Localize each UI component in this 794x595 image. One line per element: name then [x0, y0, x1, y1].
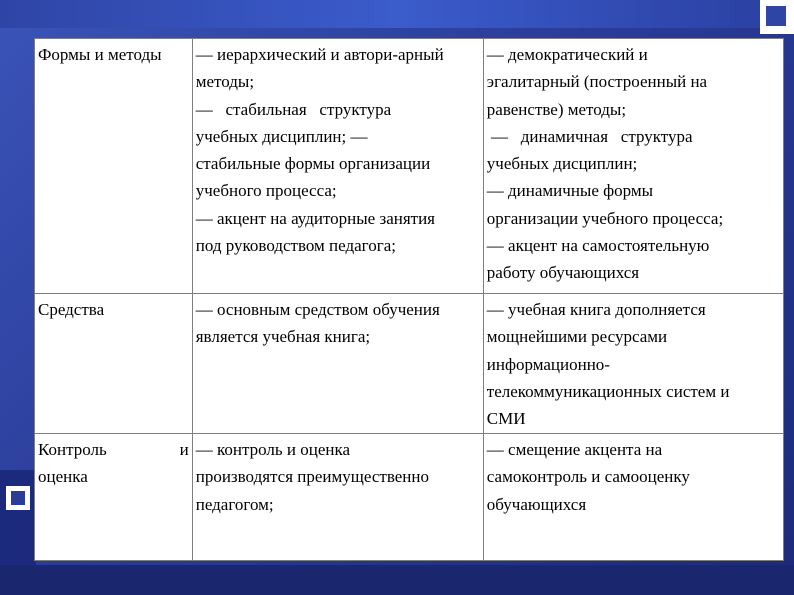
cell-line: педагогом; [195, 494, 274, 514]
cell-line: обучающихся [486, 494, 587, 514]
cell-line: является учебная книга; [195, 327, 371, 347]
innovative-cell [483, 39, 783, 294]
cell-line: организации учебного процесса; [486, 208, 724, 228]
innovative-cell [483, 294, 783, 434]
traditional-cell [192, 39, 483, 294]
row-label-cell [35, 39, 193, 294]
cell-line: телекоммуникационных систем и [486, 381, 730, 401]
cell-line: эгалитарный (построенный на [486, 72, 708, 92]
row-label-word: Контроль [38, 440, 107, 459]
comparison-table [34, 38, 784, 561]
bottom-decor-band [0, 565, 794, 595]
cell-line: — акцент на самостоятельную [486, 236, 710, 256]
cell-line: — демократический и [486, 45, 648, 64]
cell-line: мощнейшими ресурсами [486, 327, 668, 347]
row-label: оценка [38, 467, 88, 487]
cell-line: — учебная книга дополняется [486, 300, 706, 319]
cell-line: — стабильная структура [195, 99, 392, 119]
traditional-cell [192, 434, 483, 561]
table-row-control [35, 434, 784, 561]
table-row-means [35, 294, 784, 434]
cell-line: — иерархический и автори-арный [195, 45, 444, 64]
cell-line: учебного процесса; [195, 181, 337, 201]
cell-line: — акцент на аудиторные занятия [195, 208, 436, 228]
cell-line: — основным средством обучения [195, 300, 440, 319]
row-label: Средства [38, 300, 105, 319]
cell-line: под руководством педагога; [195, 236, 396, 256]
traditional-cell [192, 294, 483, 434]
cell-line: равенстве) методы; [486, 99, 627, 119]
innovative-cell [483, 434, 783, 561]
left-square-decor [6, 486, 30, 510]
row-label-word: и [179, 440, 189, 459]
cell-line: работу обучающихся [486, 263, 640, 283]
cell-line: — динамичные формы [486, 181, 654, 201]
cell-line: — динамичная структура [486, 126, 693, 146]
row-label-cell [35, 434, 193, 561]
cell-line: производятся преимущественно [195, 467, 429, 487]
table-row-forms-methods [35, 39, 784, 294]
cell-line: стабильные формы организации [195, 154, 431, 174]
cell-line: учебных дисциплин; [486, 154, 638, 174]
cell-line: — контроль и оценка [195, 440, 351, 459]
cell-line: информационно- [486, 354, 610, 374]
row-label: Формы и методы [38, 45, 162, 64]
row-label-cell [35, 294, 193, 434]
cell-line: СМИ [486, 409, 526, 429]
cell-line: учебных дисциплин; — [195, 126, 368, 146]
cell-line: самоконтроль и самооценку [486, 467, 690, 487]
row-label-first-line [38, 436, 189, 463]
cell-line: методы; [195, 72, 255, 92]
top-decor-band [0, 0, 794, 28]
top-right-square-decor [760, 0, 794, 34]
cell-line: — смещение акцента на [486, 440, 663, 459]
